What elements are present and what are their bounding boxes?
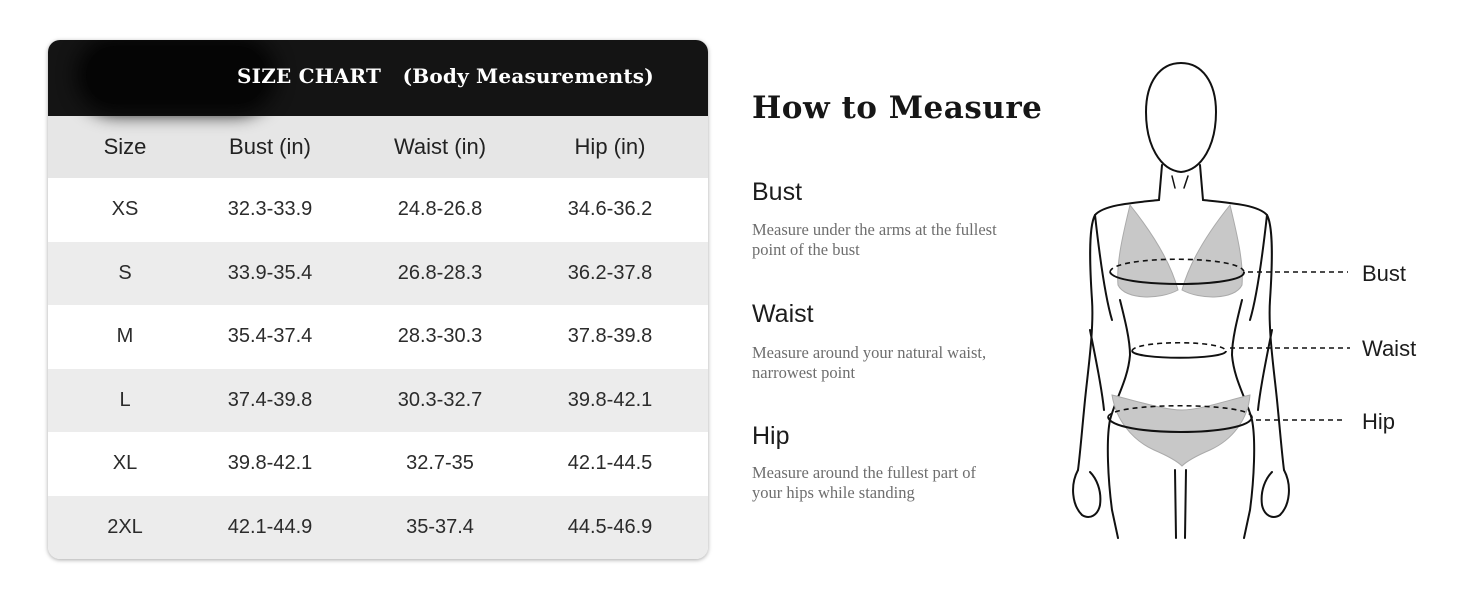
figure-label-bust: Bust <box>1362 261 1407 286</box>
figure-neck <box>1159 165 1203 200</box>
hip-cell: 42.1-44.5 <box>567 452 653 475</box>
table-row <box>48 496 708 560</box>
waist-description-line: narrowest point <box>752 363 856 382</box>
figure-right-hand <box>1262 470 1289 517</box>
figure-head <box>1146 63 1216 172</box>
column-header-size: Size <box>103 134 147 159</box>
waist-description <box>752 343 1072 383</box>
waist-cell: 35-37.4 <box>406 515 474 538</box>
waist-cell: 30.3-32.7 <box>397 388 483 411</box>
waist-cell: 24.8-26.8 <box>397 198 483 221</box>
bust-cell: 37.4-39.8 <box>227 388 313 411</box>
size-cell: M <box>116 325 134 348</box>
column-header-waist: Waist (in) <box>393 134 487 159</box>
bust-description-line: point of the bust <box>752 240 860 259</box>
size-chart-header <box>48 40 708 116</box>
size-cell: 2XL <box>107 515 143 538</box>
hip-cell: 37.8-39.8 <box>567 325 653 348</box>
figure-label-hip: Hip <box>1362 409 1396 434</box>
bust-heading: Bust <box>752 178 803 206</box>
figure-left-hand <box>1073 470 1100 517</box>
waist-heading: Waist <box>752 300 814 328</box>
waist-tape-front <box>1132 351 1226 358</box>
column-header-hip: Hip (in) <box>574 134 646 159</box>
size-chart-title: SIZE CHART (Body Measurements) <box>237 64 654 88</box>
waist-tape-back <box>1132 343 1226 351</box>
hip-description-line: Measure around the fullest part of <box>752 463 977 482</box>
hip-cell: 39.8-42.1 <box>567 388 653 411</box>
size-cell: S <box>118 261 132 284</box>
body-measurement-figure <box>1060 55 1440 545</box>
table-row <box>48 178 708 242</box>
bust-cell: 33.9-35.4 <box>227 261 313 284</box>
waist-description-line: Measure around your natural waist, <box>752 343 987 362</box>
size-cell: XS <box>111 198 139 221</box>
how-to-measure-title: How to Measure <box>752 90 1043 126</box>
waist-cell: 26.8-28.3 <box>397 261 483 284</box>
hip-cell: 36.2-37.8 <box>567 261 653 284</box>
hip-description-line: your hips while standing <box>752 483 915 502</box>
size-cell: XL <box>112 452 138 475</box>
hip-cell: 44.5-46.9 <box>567 515 653 538</box>
figure-label-waist: Waist <box>1362 336 1417 361</box>
waist-cell: 28.3-30.3 <box>397 325 483 348</box>
size-chart-table <box>48 40 708 559</box>
figure-neck-detail <box>1172 176 1188 188</box>
size-cell: L <box>119 388 131 411</box>
column-header-bust: Bust (in) <box>229 134 311 159</box>
bust-description-line: Measure under the arms at the fullest <box>752 220 997 239</box>
hip-cell: 34.6-36.2 <box>567 198 653 221</box>
table-row <box>48 242 708 306</box>
table-row <box>48 432 708 496</box>
bust-description <box>752 220 1072 260</box>
figure-legs <box>1175 470 1186 538</box>
hip-heading: Hip <box>752 422 790 450</box>
garment-shapes <box>1112 205 1250 466</box>
hip-description <box>752 463 1072 503</box>
table-row <box>48 305 708 369</box>
bust-cell: 42.1-44.9 <box>227 515 313 538</box>
bust-cell: 39.8-42.1 <box>227 452 313 475</box>
bust-cell: 32.3-33.9 <box>227 198 313 221</box>
bust-cell: 35.4-37.4 <box>227 325 313 348</box>
table-row <box>48 369 708 433</box>
table-header-row <box>48 116 708 178</box>
waist-cell: 32.7-35 <box>406 452 474 475</box>
